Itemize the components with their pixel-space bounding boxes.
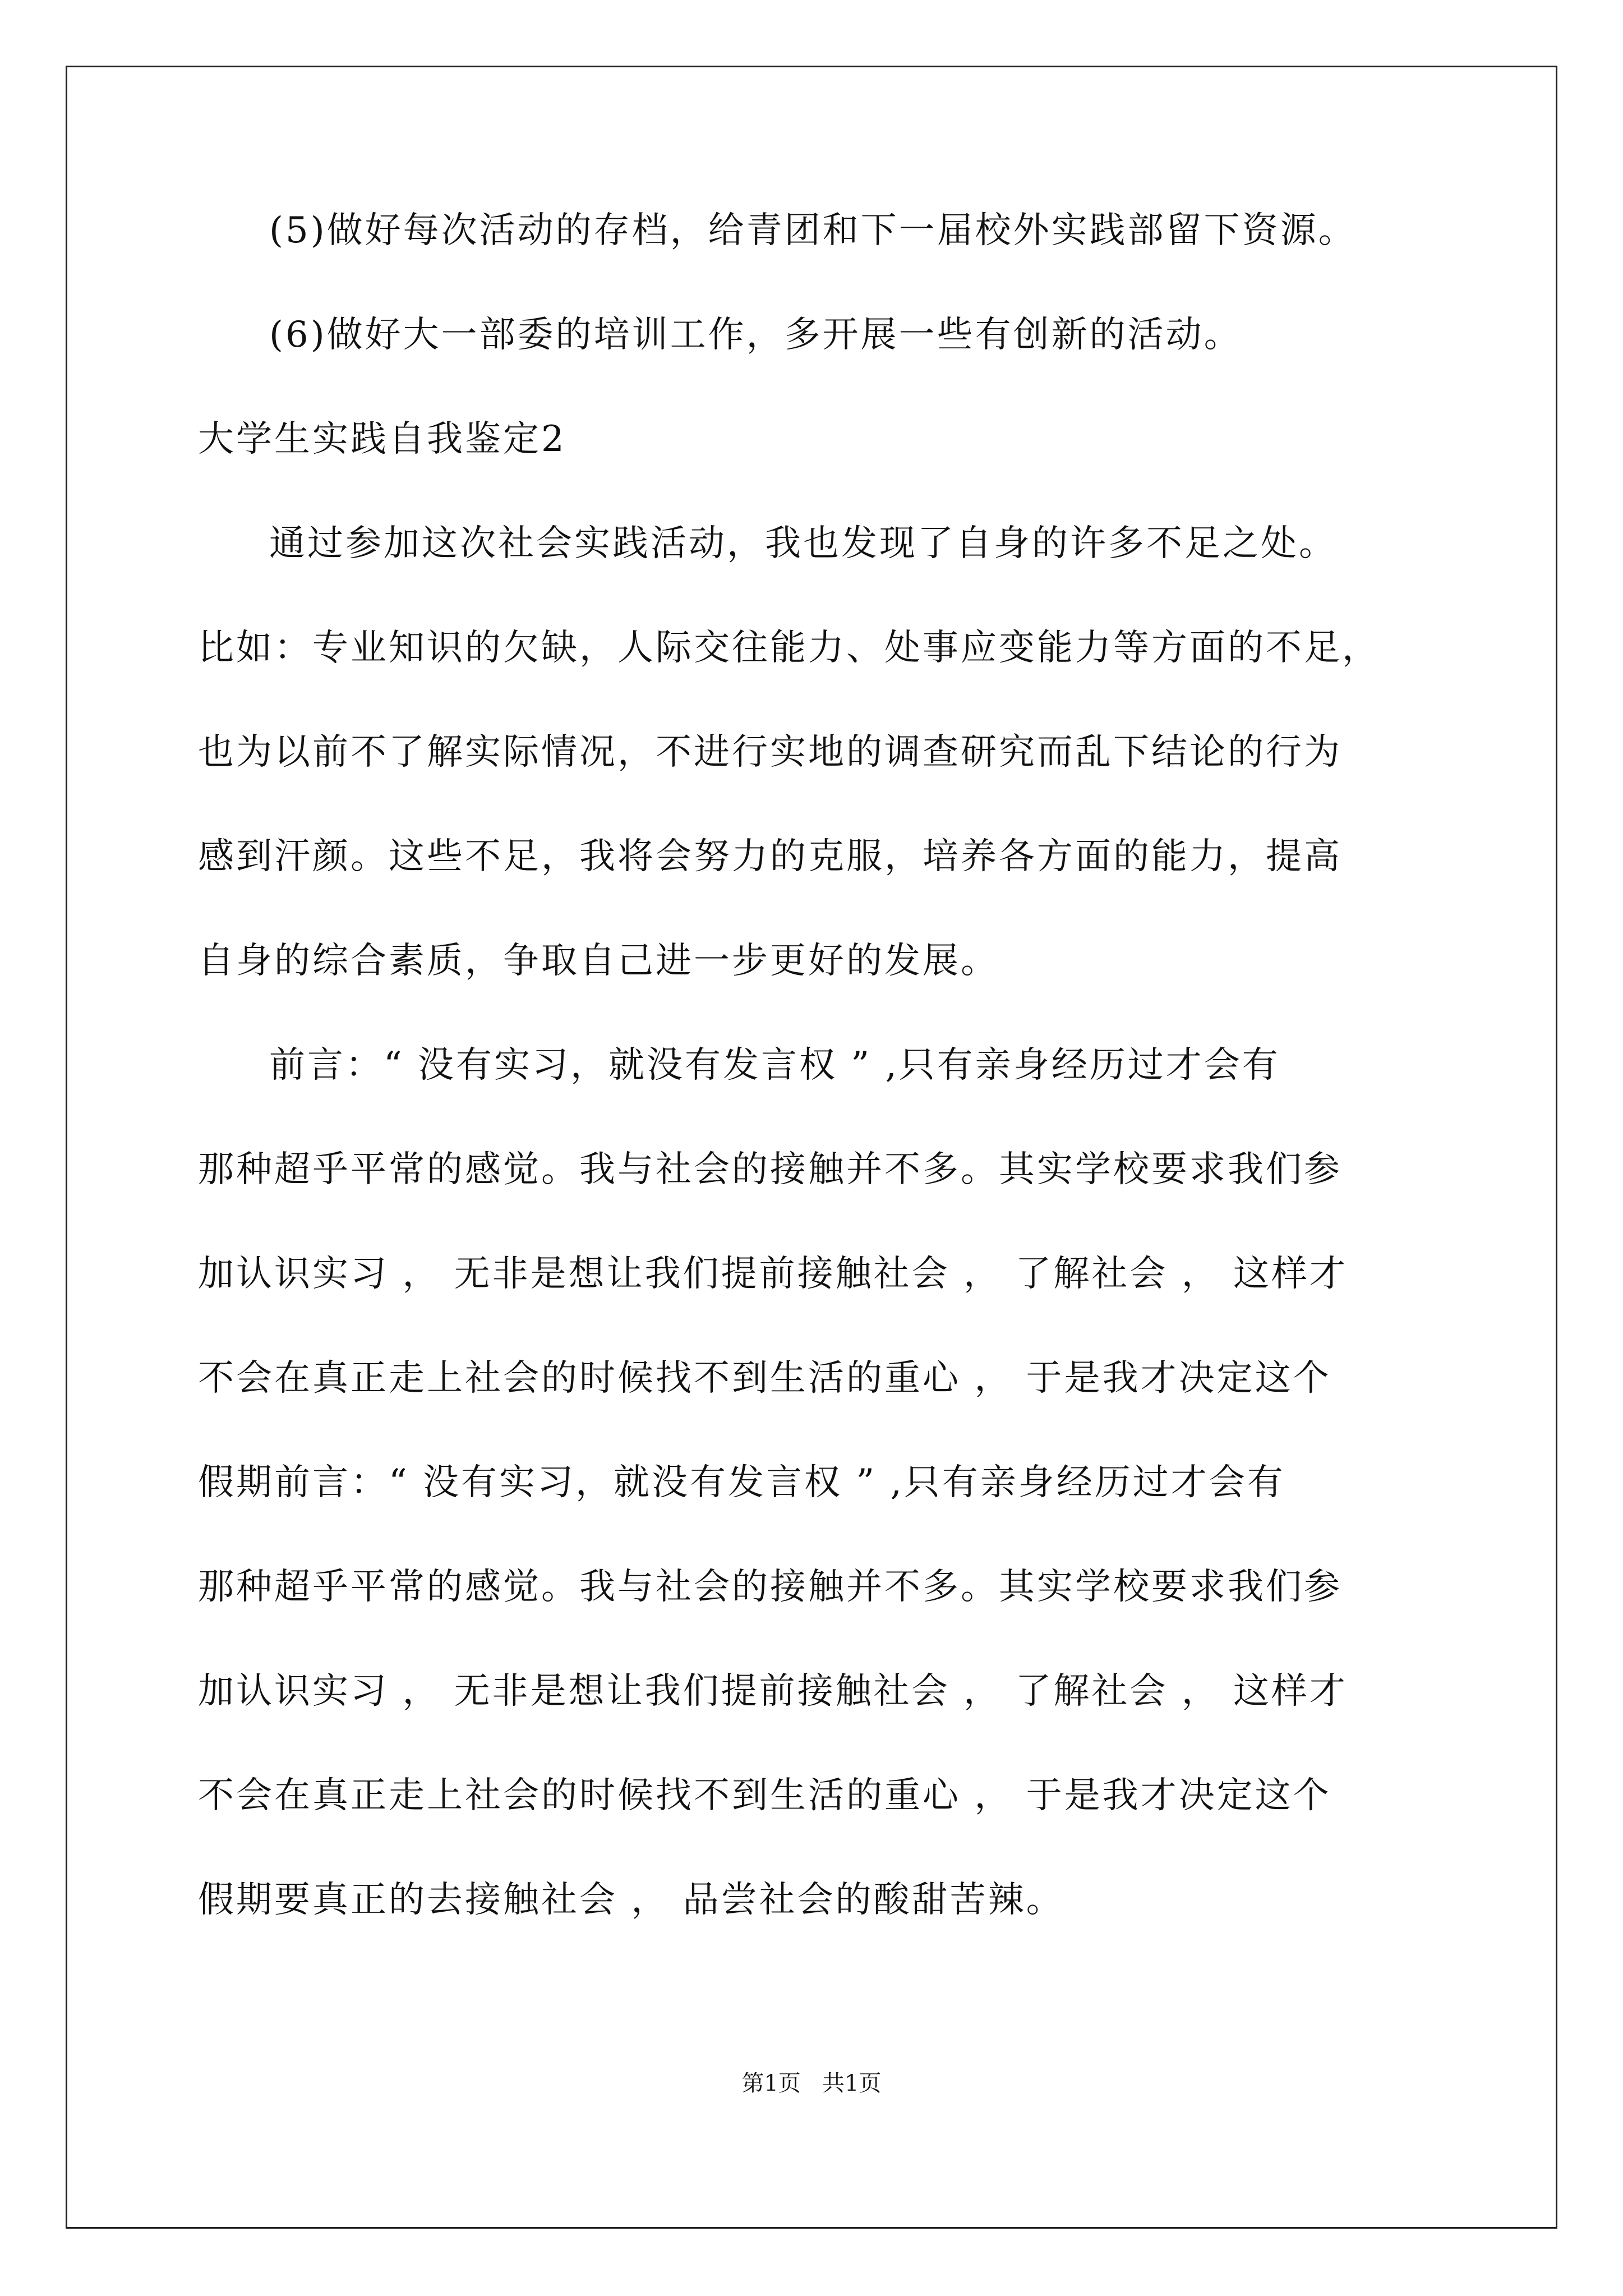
paragraph-line: (6)做好大一部委的培训工作，多开展一些有创新的活动。	[269, 314, 1242, 356]
paragraph-line: 感到汗颜。这些不足，我将会努力的克服，培养各方面的能力，提高	[198, 836, 1342, 877]
paragraph-line: 那种超乎平常的感觉。我与社会的接触并不多。其实学校要求我们参	[198, 1566, 1342, 1608]
paragraph-line: 加认识实习 ， 无非是想让我们提前接触社会 ， 了解社会 ， 这样才	[198, 1671, 1348, 1712]
paragraph-line: 也为以前不了解实际情况，不进行实地的调查研究而乱下结论的行为	[198, 731, 1342, 773]
paragraph-line: 假期要真正的去接触社会 ， 品尝社会的酸甜苦辣。	[198, 1879, 1064, 1921]
paragraph-line: 通过参加这次社会实践活动，我也发现了自身的许多不足之处。	[269, 523, 1337, 564]
paragraph-line: 假期前言：“ 没有实习，就没有发言权 ” ,只有亲身经历过才会有	[198, 1462, 1285, 1503]
section-heading: 大学生实践自我鉴定2	[198, 418, 566, 460]
document-body	[198, 210, 1454, 1984]
paragraph-line: 加认识实习 ， 无非是想让我们提前接触社会 ， 了解社会 ， 这样才	[198, 1253, 1348, 1295]
paragraph-line: 前言：“ 没有实习，就没有发言权 ” ,只有亲身经历过才会有	[269, 1045, 1280, 1086]
paragraph-line: 自身的综合素质，争取自己进一步更好的发展。	[198, 940, 999, 982]
page-number-footer: 第1页 共1页	[741, 2070, 882, 2096]
paragraph-line: 那种超乎平常的感觉。我与社会的接触并不多。其实学校要求我们参	[198, 1149, 1342, 1190]
paragraph-line: 不会在真正走上社会的时候找不到生活的重心 ， 于是我才决定这个	[198, 1775, 1331, 1816]
paragraph-line: (5)做好每次活动的存档，给青团和下一届校外实践部留下资源。	[269, 210, 1357, 251]
paragraph-line: 比如：专业知识的欠缺，人际交往能力、处事应变能力等方面的不足，	[198, 627, 1380, 669]
paragraph-line: 不会在真正走上社会的时候找不到生活的重心 ， 于是我才决定这个	[198, 1358, 1331, 1399]
